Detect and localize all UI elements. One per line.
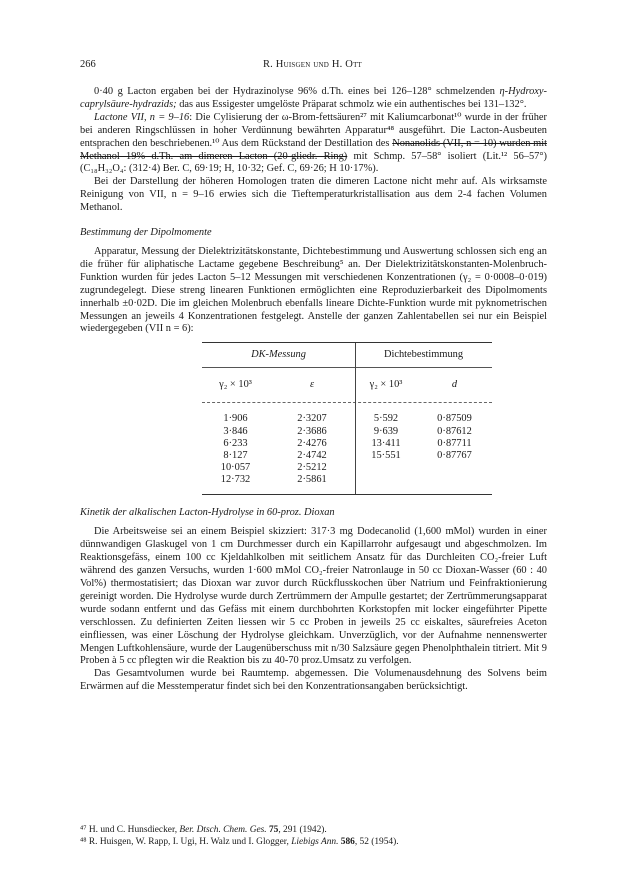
article-body: [80, 86, 547, 694]
table-row: [202, 426, 492, 438]
table-cell: 12·732: [220, 474, 251, 486]
paragraph-dipole-method: Apparatur, Messung der Dielektrizitätskonstante, Dichtebestimmung und Auswertung schlossen sich eng an die früher für aliphatische Lactame gegebene Beschreibung⁵ an. Der Dielektrizitätskonstanten-Molenbruch-Funktion wurden für jedes Lacton 5–12 Messungen mit verschiedenen Konzentrationen (γ₂ = 0·0008–0·019) zugrundegelegt. Diese streng linearen Funktionen ermöglichten eine Reproduzierbarkeit des Dipolmoments innerhalb ±0·02D. Die im gleichen Molenbruch ebenfalls lineare Dichte-Funktion wurde mit pyknometrischen Messungen an jeweils 4 Konzentrationen festgelegt. Anstelle der ganzen Zahlentabellen sei nur ein Beispiel wiedergegeben (VII n = 6):: [80, 245, 547, 335]
heading-dipole-moments: Bestimmung der Dipolmomente: [80, 227, 212, 239]
page-header: [80, 59, 545, 73]
group-density: Dichtebestimmung: [383, 348, 464, 360]
table-cell: 2·3686: [297, 425, 327, 437]
text-run: : Die Cylisierung der ω-Brom-fettsäuren²⁷ mit Kaliumcarbonat¹⁰ wurde in der früher bei anderen Ringschlüssen in hoher Verdünnung bewährten Apparatur⁴⁸ ausgeführt. Die Lacton-Ausbeuten entsprachen den beschriebenen.¹⁰ Aus dem Rückstand der Destillation des: [80, 111, 547, 149]
table-cell: 8·127: [223, 449, 248, 461]
measurement-table: [202, 342, 492, 495]
table-row: [202, 450, 492, 462]
section-lead: Lactone VII, n = 9–16: [94, 111, 190, 123]
table-row: [202, 462, 492, 474]
table-cell: 2·3207: [297, 413, 327, 425]
table-cell: 2·4276: [297, 437, 327, 449]
table-cell: 0·87767: [437, 449, 472, 461]
footnote-47: [80, 825, 547, 837]
table-cell: 2·5861: [297, 474, 327, 486]
running-head: R. Huisgen und H. Ott: [262, 59, 363, 70]
paragraph-hydrazinolysis: [80, 86, 547, 112]
table-row: [202, 474, 492, 486]
col-header-density: d: [451, 378, 458, 390]
text-run: das aus Essigester umgelöste Präparat schmolz wie ein authentisches bei 131–132°.: [176, 98, 527, 110]
col-header-epsilon: ε: [309, 378, 315, 390]
table-cell: [355, 474, 417, 486]
paragraph-lactone-vii: [80, 112, 547, 177]
table-row: [202, 438, 492, 450]
compound-name: η-Hydroxy-caprylsäure-hydrazids;: [80, 86, 547, 110]
table-cell: 3·846: [223, 425, 248, 437]
footnote-text: , 291 (1942).: [278, 825, 327, 835]
footnote-text: ⁴⁷ H. und C. Hunsdiecker,: [80, 825, 180, 835]
table-cell: 5·592: [373, 413, 399, 425]
heading-kinetics: Kinetik der alkalischen Lacton-Hydrolyse in 60-proz. Dioxan: [80, 507, 335, 519]
volume-number: 75: [266, 825, 279, 835]
page-number: 266: [80, 59, 96, 70]
col-header-gamma-dk: γ₂ × 10³: [219, 378, 252, 390]
group-dk-measurement: DK-Messung: [251, 348, 306, 360]
col-header-gamma-density: γ₂ × 10³: [369, 378, 403, 390]
table-cell: [417, 474, 492, 486]
table-cell: 10·057: [220, 462, 251, 474]
table-cell: [417, 462, 492, 474]
table-cell: 2·4742: [297, 449, 327, 461]
paragraph-homologues: Bei der Darstellung der höheren Homologen traten die dimeren Lactone nicht mehr auf. Als wirksamste Reinigung von VII, n = 9–16 erwies sich die Tieftemperaturkristallisation aus dem 2-4 fachen Volumen Methanol.: [80, 176, 547, 214]
table-cell: 13·411: [371, 437, 401, 449]
volume-number: 586: [338, 836, 355, 847]
journal-name: Ber. Dtsch. Chem. Ges.: [179, 825, 267, 835]
table-cell: 0·87612: [437, 425, 472, 437]
table-group-header: [202, 343, 492, 368]
table-cell: [355, 462, 417, 474]
table-cell: 0·87711: [437, 437, 472, 449]
footnote-text: , 52 (1954).: [354, 836, 399, 847]
text-run: 0·40 g Lacton ergaben bei der Hydrazinolyse 96% d.Th. eines bei 126–128° schmelzenden: [94, 86, 500, 97]
table-cell: 15·551: [371, 449, 401, 461]
footnote-48: [80, 837, 547, 849]
table-divider: [355, 343, 356, 494]
table-cell: 9·639: [373, 425, 399, 437]
footnote-text: ⁴⁸ R. Huisgen, W. Rapp, I. Ugi, H. Walz und I. Glogger,: [80, 836, 292, 847]
paragraph-total-volume: Das Gesamtvolumen wurde bei Raumtemp. abgemessen. Die Volumenausdehnung des Solvens beim Erwärmen auf die Messtemperatur findet sich bei den Konzentrationsangaben berücksichtigt.: [80, 668, 547, 693]
footnotes: [80, 825, 547, 848]
table-cell: 6·233: [223, 437, 248, 449]
table-column-header: [202, 368, 492, 403]
table-row: [202, 413, 492, 425]
journal-name: Liebigs Ann.: [291, 836, 339, 847]
table-cell: 1·906: [223, 413, 248, 425]
table-body: [202, 403, 492, 494]
text-run: mit Schmp. 57–58° isoliert (Lit.¹² 56–57°) (C₁₈H₃₂O₄: (312·4) Ber. C, 69·19; H, 10·32; Gef. C, 69·26; H 10·17%).: [80, 150, 547, 175]
table-cell: 2·5212: [297, 462, 327, 474]
table-cell: 0·87509: [437, 413, 472, 425]
paragraph-kinetics-method: Die Arbeitsweise sei an einem Beispiel skizziert: 317·3 mg Dodecanolid (1,600 mMol) wurden in einer dünnwandigen Glaskugel von 1 cm Durchmesser durch ein Kapillarrohr aufgesaugt und abgeschmolzen. Im Reaktionsgefäss, einem 100 cc Kjeldahlkolben mit seitlichem Ansatz für das Durchleiten CO₂-freier Luft während des ganzen Versuchs, wurden 1·600 mMol CO₂-freier Natronlauge in 50 cc Dioxan-Wasser (60 : 40 Vol%) thermostatisiert; das Dioxan war zuvor durch Rückflusskochen über Natrium und Feinfraktionierung gereinigt worden. Die Hydrolyse wurde durch Zertrümmern der Ampulle gestartet; der Zertrümmerungsapparat wurde sodann entfernt und das Gefäss mit einem durchbohrten Korkstopfen mit locker eingeführter Pipette verschlossen. Zu definierten Zeiten liessen wir 5 cc Proben in jeweils 25 cc eiskaltes, säurefreies Aceton einfliessen, was einer Löschung der Hydrolyse gleichkam. Unverzüglich, vor der Aufnahme nennenswerter Mengen Luftkohlensäure, wurde der Laugenüberschuss mit n/30 Salzsäure gegen Phenolphthalein titriert. Mit 9 Proben à 5 cc pflegten wir die Reaktion bis zu 40-70 proz.Umsatz zu verfolgen.: [80, 526, 547, 667]
struck-text: Nonanolids (VII, n = 10) wurden mit Methanol 19% d.Th. am dimeren Lacton (20-gliedr. Ring): [80, 137, 547, 162]
